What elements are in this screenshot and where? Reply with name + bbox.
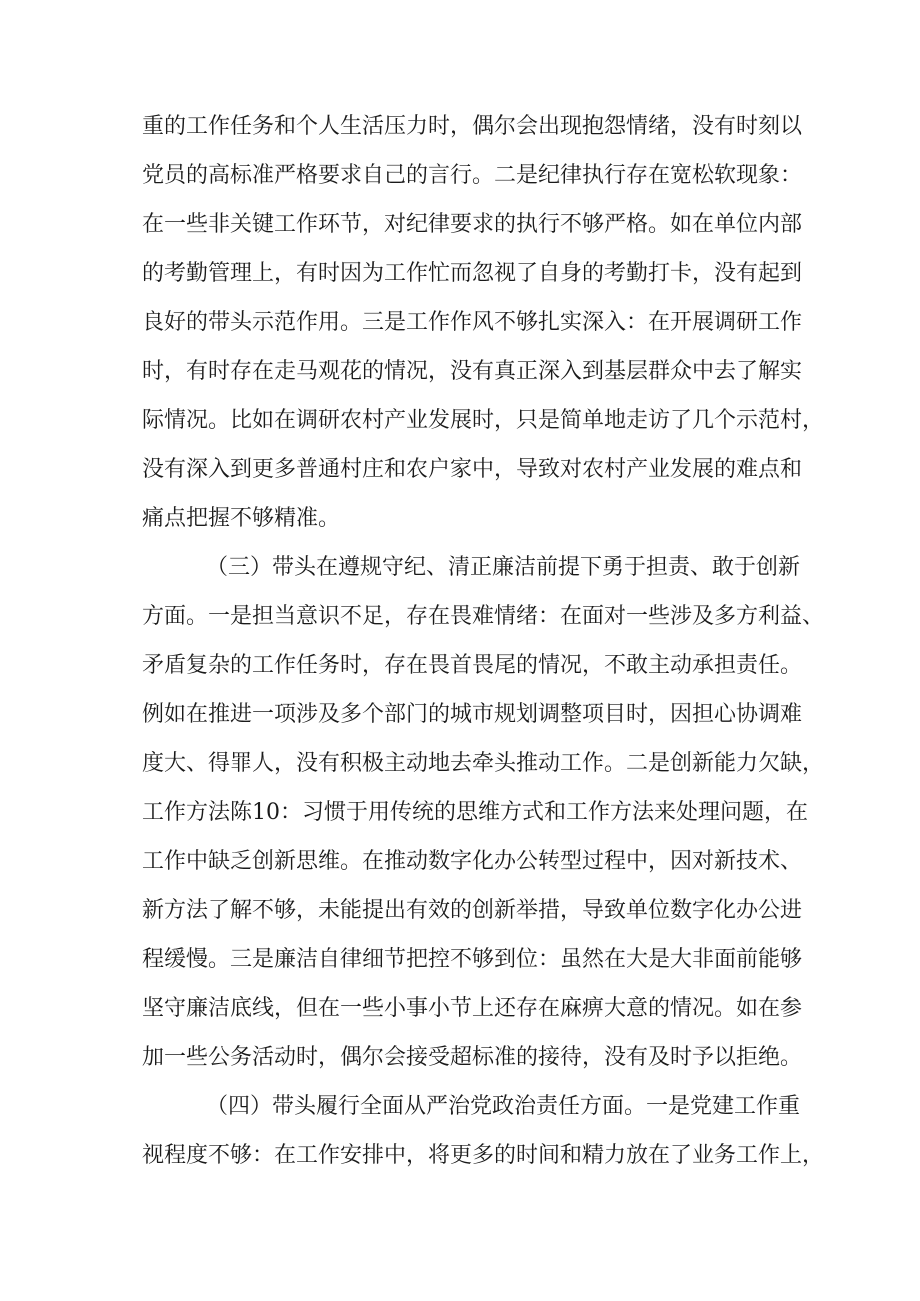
text-line: 痛点把握不够精准。 [142, 506, 341, 531]
text-line: 程缓慢。三是廉洁自律细节把控不够到位：虽然在大是大非面前能够 [142, 947, 803, 972]
section-heading-line: （三）带头在遵规守纪、清正廉洁前提下勇于担责、敢于创新 [206, 555, 801, 580]
text-line: 时，有时存在走马观花的情况，没有真正深入到基层群众中去了解实 [142, 359, 803, 384]
text-line: 矛盾复杂的工作任务时，存在畏首畏尾的情况，不敢主动承担责任。 [142, 653, 803, 678]
text-line: 的考勤管理上，有时因为工作忙而忽视了自身的考勤打卡，没有起到 [142, 261, 803, 286]
text-line: 加一些公务活动时，偶尔会接受超标准的接待，没有及时予以拒绝。 [142, 1045, 803, 1070]
text-line: 工作方法陈10：习惯于用传统的思维方式和工作方法来处理问题，在 [142, 800, 808, 825]
text-line: 重的工作任务和个人生活压力时，偶尔会出现抱怨情绪，没有时刻以 [142, 114, 803, 139]
text-line: 新方法了解不够，未能提出有效的创新举措，导致单位数字化办公进 [142, 898, 803, 923]
text-line: 度大、得罪人，没有积极主动地去牵头推动工作。二是创新能力欠缺， [142, 751, 825, 776]
text-line: 在一些非关键工作环节，对纪律要求的执行不够严格。如在单位内部 [142, 212, 803, 237]
text-line: 良好的带头示范作用。三是工作作风不够扎实深入：在开展调研工作 [142, 310, 803, 335]
text-line: 视程度不够：在工作安排中，将更多的时间和精力放在了业务工作上， [142, 1143, 825, 1168]
text-line: 方面。一是担当意识不足，存在畏难情绪：在面对一些涉及多方利益、 [142, 604, 825, 629]
section-heading-line: （四）带头履行全面从严治党政治责任方面。一是党建工作重 [206, 1094, 801, 1119]
text-line: 没有深入到更多普通村庄和农户家中，导致对农村产业发展的难点和 [142, 457, 803, 482]
text-line: 党员的高标准严格要求自己的言行。二是纪律执行存在宽松软现象： [142, 163, 803, 188]
text-line: 工作中缺乏创新思维。在推动数字化办公转型过程中，因对新技术、 [142, 849, 803, 874]
text-line: 坚守廉洁底线，但在一些小事小节上还存在麻痹大意的情况。如在参 [142, 996, 803, 1021]
text-line: 际情况。比如在调研农村产业发展时，只是简单地走访了几个示范村， [142, 408, 825, 433]
text-line: 例如在推进一项涉及多个部门的城市规划调整项目时，因担心协调难 [142, 702, 803, 727]
